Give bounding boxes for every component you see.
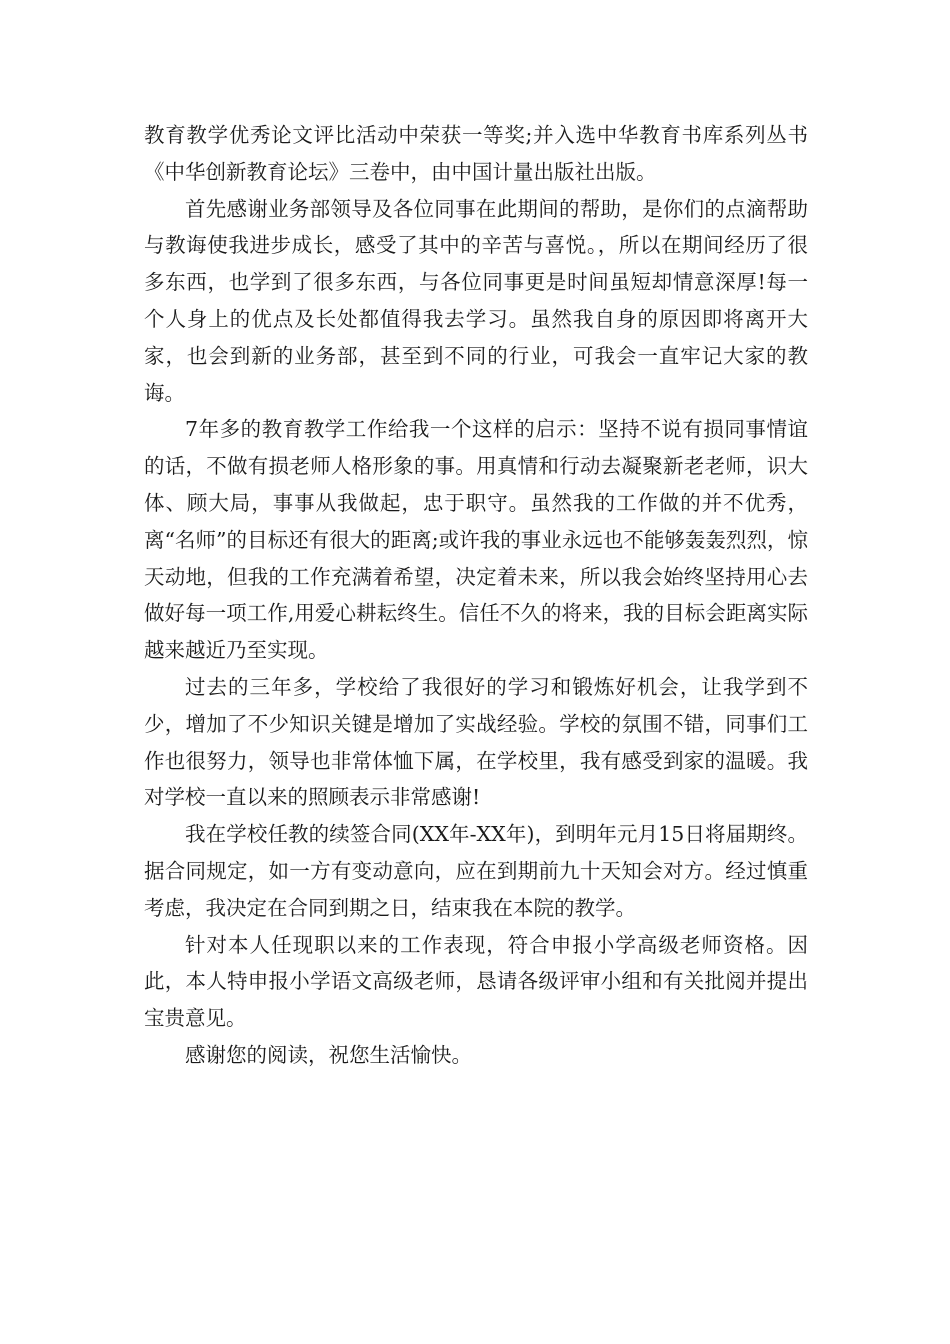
document-body <box>144 117 808 1074</box>
paragraph-application: 针对本人任现职以来的工作表现，符合申报小学高级老师资格。因此，本人特申报小学语文高级老师，恳请各级评审小组和有关批阅并提出宝贵意见。 <box>144 932 808 1031</box>
paragraph-thanks-colleagues: 首先感谢业务部领导及各位同事在此期间的帮助，是你们的点滴帮助与教诲使我进步成长，感受了其中的辛苦与喜悦。，所以在期间经历了很多东西，也学到了很多东西，与各位同事更是时间虽短却情意深厚!每一个人身上的优点及长处都值得我去学习。虽然我自身的原因即将离开大家，也会到新的业务部，甚至到不同的行业，可我会一直牢记大家的教诲。 <box>144 196 808 405</box>
paragraph-teaching-experience: 7年多的教育教学工作给我一个这样的启示：坚持不说有损同事情谊的话，不做有损老师人格形象的事。用真情和行动去凝聚新老老师，识大体、顾大局，事事从我做起，忠于职守。虽然我的工作做的并不优秀，离“名师”的目标还有很大的距离;或许我的事业永远也不能够轰轰烈烈，惊天动地，但我的工作充满着希望，决定着未来，所以我会始终坚持用心去做好每一项工作,用爱心耕耘终生。信任不久的将来，我的目标会距离实际越来越近乃至实现。 <box>144 417 808 663</box>
paragraph-school-gratitude: 过去的三年多，学校给了我很好的学习和锻炼好机会，让我学到不少，增加了不少知识关键是增加了实战经验。学校的氛围不错，同事们工作也很努力，领导也非常体恤下属，在学校里，我有感受到家的温暖。我对学校一直以来的照顾表示非常感谢! <box>144 674 808 810</box>
paragraph-continuation: 教育教学优秀论文评比活动中荣获一等奖;并入选中华教育书库系列丛书《中华创新教育论坛》三卷中，由中国计量出版社出版。 <box>144 123 808 184</box>
paragraph-closing: 感谢您的阅读，祝您生活愉快。 <box>185 1042 472 1067</box>
paragraph-contract: 我在学校任教的续签合同(XX年-XX年)，到明年元月15日将届期终。据合同规定，如一方有变动意向，应在到期前九十天知会对方。经过慎重考虑，我决定在合同到期之日，结束我在本院的教学。 <box>144 822 808 920</box>
